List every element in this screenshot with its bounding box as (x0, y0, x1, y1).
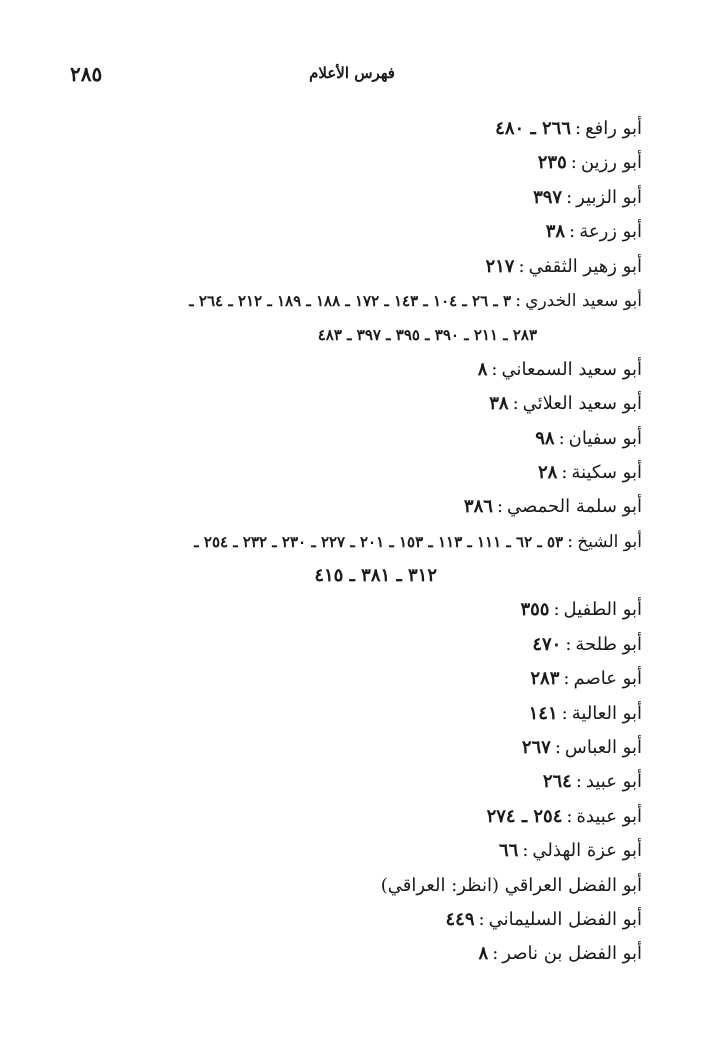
entry-name: أبو سعيد الخدري (525, 290, 642, 311)
entry-separator: : (575, 118, 582, 139)
index-entry (42, 422, 642, 456)
entry-name: أبو الفضل بن ناصر (502, 943, 642, 965)
entry-pages: ٢٥٤ ـ ٢٧٤ (486, 805, 563, 827)
index-entry (42, 456, 642, 490)
entry-separator: : (478, 908, 485, 930)
entry-separator: : (569, 221, 576, 243)
entry-pages: ٢٦٦ ـ ٤٨٠ (495, 118, 571, 139)
index-entry (42, 903, 642, 937)
entry-pages: ٣٨٦ (463, 496, 493, 518)
entry-separator: : (553, 599, 560, 621)
index-entry (42, 490, 642, 524)
entry-separator: : (570, 152, 577, 174)
entry-name: أبو سعيد السمعاني (501, 358, 642, 380)
entry-name: أبو الزبير (576, 186, 642, 208)
entry-name: أبو سفيان (568, 427, 642, 449)
entry-separator: : (558, 427, 565, 449)
index-entry (42, 834, 642, 868)
entry-separator: : (566, 186, 573, 208)
index-entry (42, 525, 642, 559)
index-entry (42, 112, 642, 146)
index-entry (42, 215, 642, 249)
entry-name: أبو زرعة (579, 221, 642, 243)
index-entry (42, 181, 642, 215)
index-entry (42, 628, 642, 662)
entry-name: أبو عزة الهذلي (532, 840, 642, 862)
index-entry (42, 765, 642, 799)
entry-name: أبو رافع (585, 118, 642, 139)
entry-pages: ٣٥٥ (520, 599, 550, 621)
entry-pages: ١٤١ (528, 702, 558, 724)
entry-name: أبو سعيد العلائي (522, 393, 642, 415)
entry-separator: : (554, 737, 561, 759)
entry-name: أبو زهير الثقفي (528, 255, 642, 277)
entry-separator: : (515, 289, 522, 311)
entry-pages: ٨ (478, 943, 489, 965)
entry-name: أبو العباس (564, 737, 642, 759)
index-entry (42, 937, 642, 971)
entry-separator: : (491, 358, 498, 380)
header-title: فهرس الأعلام (309, 64, 395, 82)
index-entry (42, 697, 642, 731)
entry-pages: ٣٨ (545, 221, 566, 243)
entry-separator: : (565, 633, 572, 655)
index-entry-continuation (42, 559, 642, 593)
page-number: ٢٨٥ (70, 62, 103, 86)
entry-name: أبو طلحة (575, 633, 642, 655)
entry-pages: ٩٨ (535, 427, 555, 449)
entry-name: أبو عبيد (585, 771, 642, 793)
entry-name: أبو سلمة الحمصي (507, 496, 642, 518)
index-entry (42, 662, 642, 696)
entry-pages: ٣ ـ ٢٦ ـ ١٠٤ ـ ١٤٣ ـ ١٧٢ ـ ١٨٨ ـ ١٨٩ ـ ٢١٢ ـ ٢٦٤ ـ (189, 291, 512, 310)
entry-pages: ٨ (477, 358, 488, 380)
entry-pages: ٢٣٥ (537, 152, 567, 174)
entry-pages: ٢١٧ (485, 255, 515, 277)
entry-separator: : (575, 771, 582, 793)
entry-pages: ٦٦ (499, 840, 519, 862)
entry-name: أبو الطفيل (563, 599, 642, 621)
entry-separator: : (566, 805, 573, 827)
running-header (60, 62, 644, 92)
entry-separator: : (567, 530, 574, 552)
entry-separator: : (561, 461, 568, 483)
entry-separator: : (563, 668, 570, 690)
index-entry (42, 284, 642, 318)
index-entry-cross-reference (42, 869, 642, 903)
entry-separator: : (518, 255, 525, 277)
entry-pages: ٢٨٣ ـ ٢١١ ـ ٣٩٠ ـ ٣٩٥ ـ ٣٩٧ ـ ٤٨٣ (317, 326, 537, 345)
entry-pages: ٣٩٧ (533, 186, 563, 208)
index-entry (42, 387, 642, 421)
entry-pages: ٤٤٩ (445, 908, 475, 930)
index-entry (42, 800, 642, 834)
entry-name: أبو العالية (571, 702, 642, 724)
entry-pages: ٢٨ (538, 461, 558, 483)
entry-separator: : (492, 943, 499, 965)
entry-separator: : (496, 496, 504, 518)
entry-pages: ٤٧٠ (532, 633, 562, 655)
entry-pages: ٣١٢ ـ ٣٨١ ـ ٤١٥ (314, 565, 437, 587)
entry-name: أبو الفضل العراقي (انظر: العراقي) (380, 874, 642, 896)
index-entry (42, 146, 642, 180)
entry-name: أبو الفضل السليماني (488, 908, 642, 930)
index-entry (42, 353, 642, 387)
entry-name: أبو سكينة (571, 461, 642, 483)
index-entry (42, 593, 642, 627)
entry-separator: : (561, 702, 568, 724)
entry-separator: : (522, 840, 529, 862)
index-entries (42, 112, 642, 972)
entry-pages: ٢٦٧ (521, 737, 551, 759)
entry-pages: ٢٨٣ (530, 668, 560, 690)
entry-name: أبو عاصم (573, 668, 642, 690)
index-entry-continuation (42, 318, 642, 352)
index-entry (42, 731, 642, 765)
entry-separator: : (512, 393, 519, 415)
entry-name: أبو الشيخ (577, 531, 642, 552)
entry-pages: ٢٦٤ (542, 771, 572, 793)
index-entry (42, 250, 642, 284)
entry-name: أبو عبيدة (576, 805, 642, 827)
entry-pages: ٥٣ ـ ٦٢ ـ ١١١ ـ ١١٣ ـ ١٥٣ ـ ٢٠١ ـ ٢٢٧ ـ ٢٣٠ ـ ٢٣٢ ـ ٢٥٤ ـ (194, 532, 564, 551)
entry-name: أبو رزين (580, 152, 642, 174)
entry-pages: ٣٨ (489, 393, 509, 415)
